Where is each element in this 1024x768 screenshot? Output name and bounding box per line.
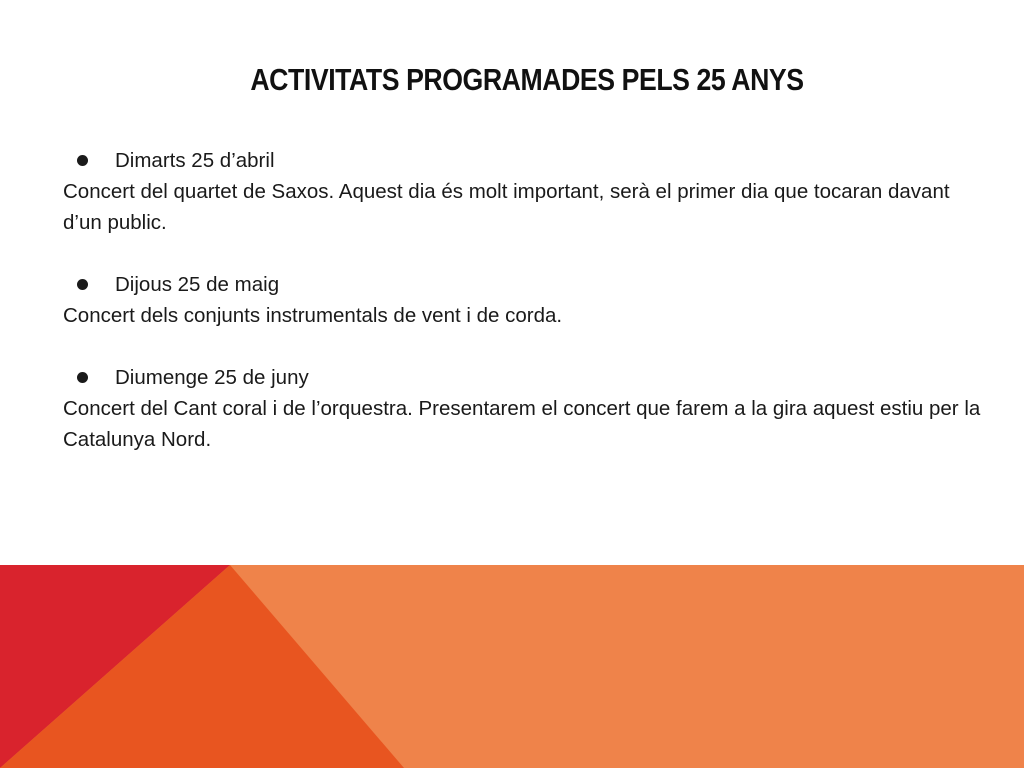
bullet-icon bbox=[77, 279, 88, 290]
activity-date: Dijous 25 de maig bbox=[115, 273, 280, 296]
bullet-icon bbox=[77, 372, 88, 383]
activity-date-line bbox=[63, 362, 983, 393]
activity-description: Concert del Cant coral i de l’orquestra. Presentarem el concert que farem a la gira aquest estiu per la Catalunya Nord. bbox=[63, 397, 981, 451]
activity-date-line bbox=[63, 269, 983, 300]
activity-item bbox=[63, 145, 983, 238]
activity-date-line bbox=[63, 145, 983, 176]
activity-date: Diumenge 25 de juny bbox=[115, 366, 309, 389]
activity-date: Dimarts 25 d’abril bbox=[115, 149, 275, 172]
bullet-icon bbox=[77, 155, 88, 166]
activity-description: Concert del quartet de Saxos. Aquest dia és molt important, serà el primer dia que tocaran davant d’un public. bbox=[63, 180, 950, 234]
activity-item bbox=[63, 362, 983, 455]
slide-title: ACTIVITATS PROGRAMADES PELS 25 ANYS bbox=[250, 62, 804, 97]
activity-item bbox=[63, 269, 983, 331]
decorative-banner bbox=[0, 565, 1024, 768]
activity-description: Concert dels conjunts instrumentals de vent i de corda. bbox=[63, 304, 563, 327]
activity-list bbox=[63, 145, 983, 455]
